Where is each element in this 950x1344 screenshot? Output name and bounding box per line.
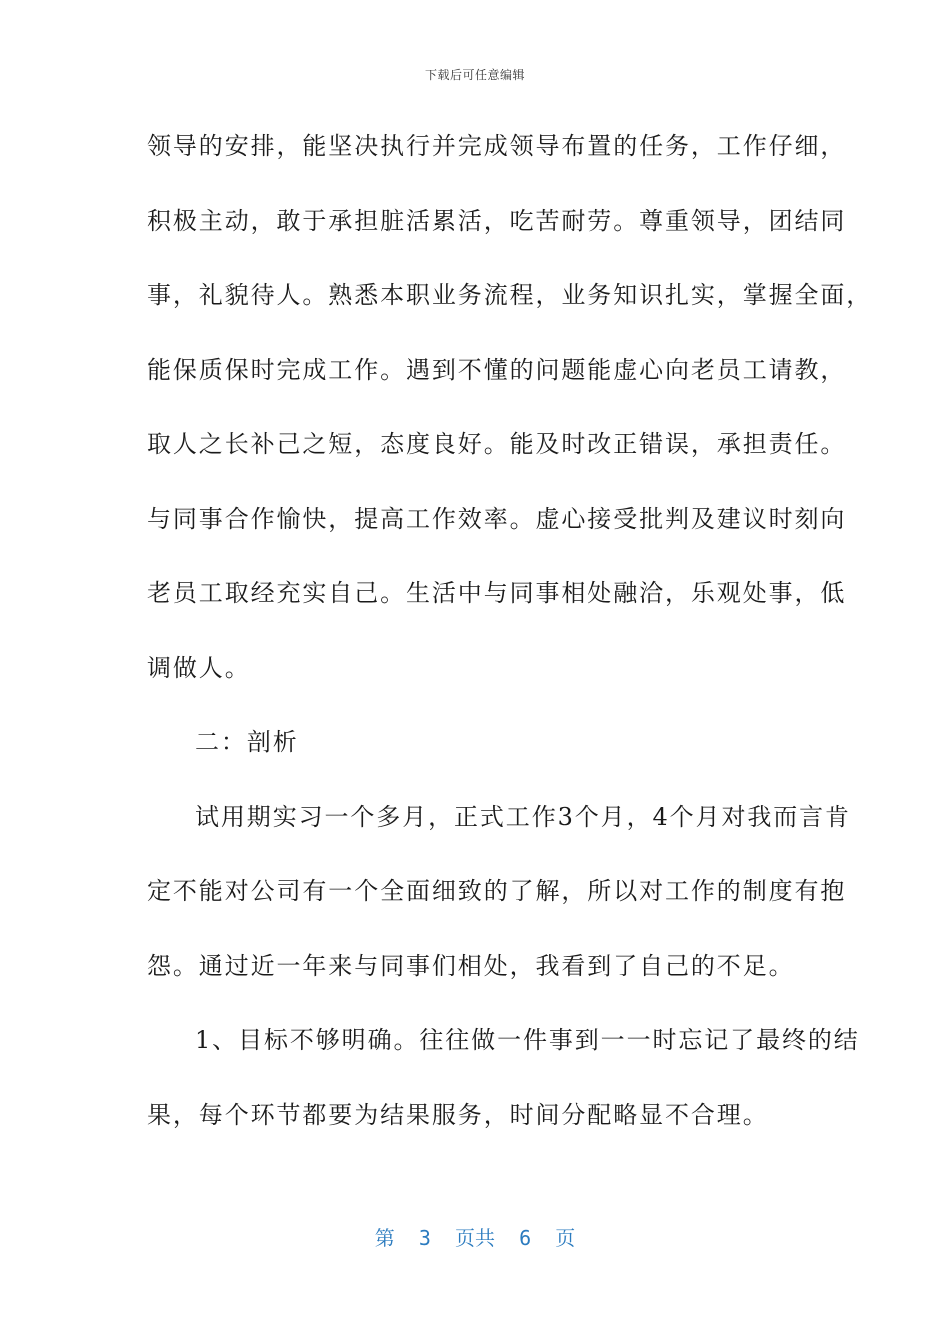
body-line: 怨。通过近一年来与同事们相处，我看到了自己的不足。 [147,951,795,980]
body-line: 果，每个环节都要为结果服务，时间分配略显不合理。 [147,1100,769,1129]
body-line: 事，礼貌待人。熟悉本职业务流程，业务知识扎实，掌握全面， [147,281,873,309]
page-number-footer: 第 3 页共 6 页 [374,1226,576,1250]
body-line: 老员工取经充实自己。生活中与同事相处融洽，乐观处事，低 [147,579,847,607]
body-line: 定不能对公司有一个全面细致的了解，所以对工作的制度有抱 [147,877,847,905]
paragraph-first-line: 试用期实习一个多月，正式工作3个月，4个月对我而言肯 [195,802,851,831]
page-header: 下载后可任意编辑 [424,68,525,82]
body-line: 领导的安排，能坚决执行并完成领导布置的任务，工作仔细， [147,132,847,160]
section-heading: 二：剖析 [195,728,299,756]
body-line: 积极主动，敢于承担脏活累活，吃苦耐劳。尊重领导，团结同 [147,206,847,235]
body-line: 调做人。 [147,653,251,682]
paragraph-first-line: 1、目标不够明确。往往做一件事到一一时忘记了最终的结 [195,1026,860,1054]
document-body [147,122,873,1165]
body-line: 能保质保时完成工作。遇到不懂的问题能虚心向老员工请教， [147,355,847,384]
body-line: 取人之长补己之短，态度良好。能及时改正错误，承担责任。 [147,430,847,458]
body-line: 与同事合作愉快，提高工作效率。虚心接受批判及建议时刻向 [147,504,847,533]
